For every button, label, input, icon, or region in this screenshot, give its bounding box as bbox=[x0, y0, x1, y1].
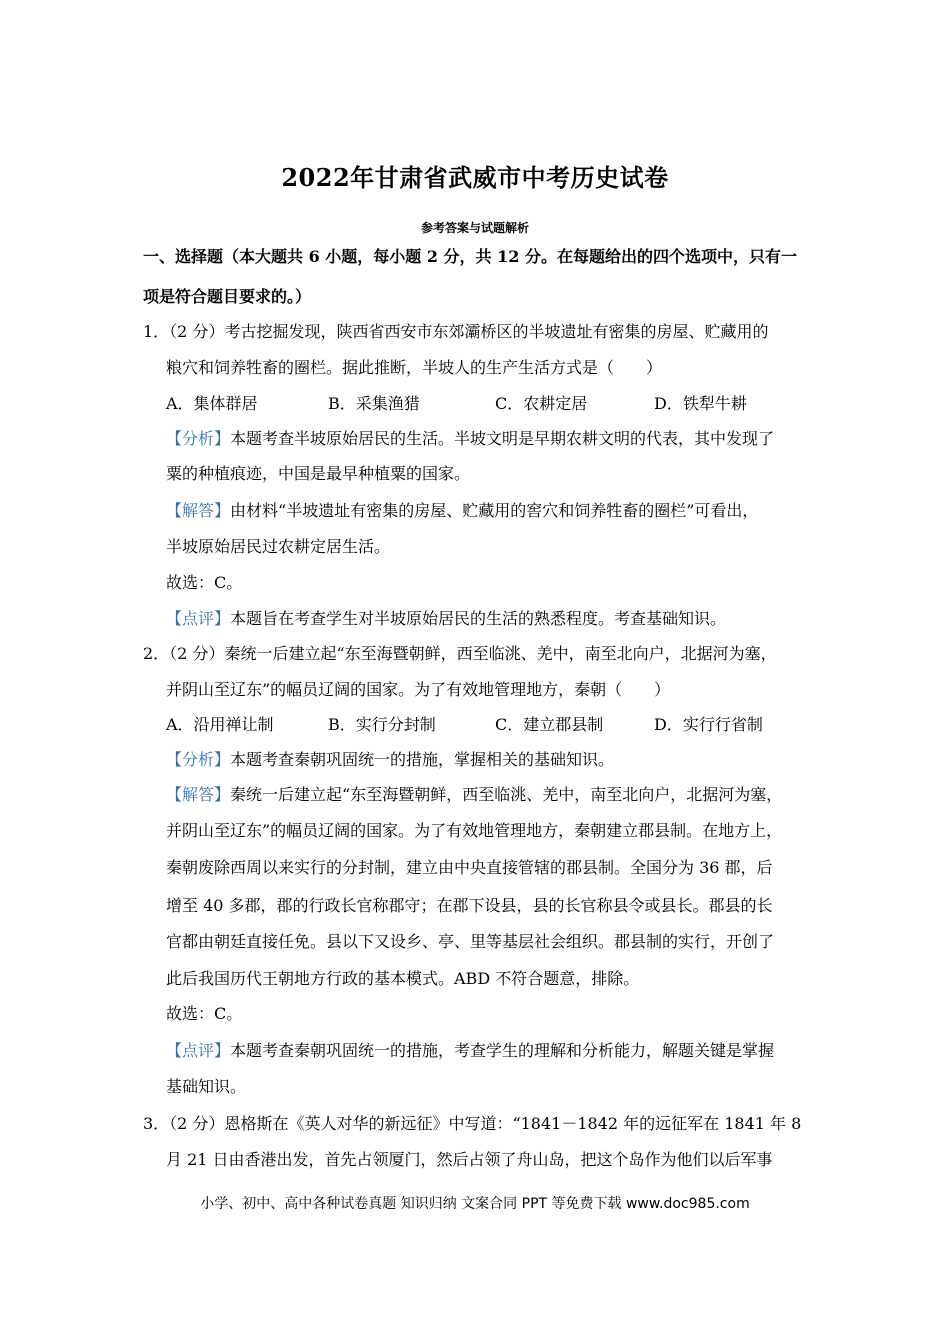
q1-comment-line1 bbox=[166, 609, 726, 629]
q3-stem-line1: 3．（2 分）恩格斯在《英人对华的新远征》中写道：“1841－1842 年的远征军在 1841 年 8 bbox=[143, 1114, 802, 1133]
q2-option-c: C．建立郡县制 bbox=[495, 715, 604, 734]
q2-answer-text: 秦统一后建立起“东至海暨朝鲜，西至临洮、羌中，南至北向户，北据河为塞， bbox=[230, 785, 783, 804]
q1-comment-text: 本题旨在考查学生对半坡原始居民的生活的熟悉程度。考查基础知识。 bbox=[230, 609, 727, 628]
q3-stem-line2: 月 21 日由香港出发，首先占领厦门，然后占领了舟山岛，把这个岛作为他们以后军事 bbox=[166, 1150, 773, 1169]
q1-option-d: D．铁犁牛耕 bbox=[654, 394, 747, 413]
q1-answer-tag: 【解答】 bbox=[166, 501, 231, 520]
q1-stem-line2: 粮穴和饲养牲畜的圈栏。据此推断，半坡人的生产生活方式是（ ） bbox=[166, 358, 663, 377]
q1-option-a: A．集体群居 bbox=[166, 394, 258, 413]
q2-choice: 故选：C。 bbox=[166, 1004, 243, 1023]
q2-answer-line1 bbox=[166, 785, 782, 805]
q1-analysis-text: 本题考查半坡原始居民的生活。半坡文明是早期农耕文明的代表，其中发现了 bbox=[230, 429, 775, 448]
q2-option-a: A．沿用禅让制 bbox=[166, 715, 274, 734]
document-subtitle: 参考答案与试题解析 bbox=[420, 221, 529, 235]
q1-analysis-line1 bbox=[166, 429, 774, 449]
q2-comment-line2: 基础知识。 bbox=[166, 1077, 247, 1096]
q2-option-b: B．实行分封制 bbox=[328, 715, 436, 734]
q1-comment-tag: 【点评】 bbox=[166, 609, 231, 628]
q2-stem-line2: 并阴山至辽东”的幅员辽阔的国家。为了有效地管理地方，秦朝（ ） bbox=[166, 680, 671, 699]
q1-answer-line2: 半坡原始居民过农耕定居生活。 bbox=[166, 537, 391, 556]
q2-answer-line3: 秦朝废除西周以来实行的分封制，建立由中央直接管辖的郡县制。全国分为 36 郡，后 bbox=[166, 858, 773, 877]
q2-answer-line4: 增至 40 多郡，郡的行政长官称郡守；在郡下设县，县的长官称县令或县长。郡县的长 bbox=[166, 896, 773, 915]
q2-answer-line5: 官都由朝廷直接任免。县以下又设乡、亭、里等基层社会组织。郡县制的实行，开创了 bbox=[166, 932, 775, 951]
q2-analysis-tag: 【分析】 bbox=[166, 750, 231, 769]
page-footer: 小学、初中、高中各种试卷真题 知识归纳 文案合同 PPT 等免费下载 www.doc985.com bbox=[200, 1196, 750, 1212]
section-heading-line1: 一、选择题（本大题共 6 小题，每小题 2 分，共 12 分。在每题给出的四个选项中，只有一 bbox=[143, 247, 797, 266]
q2-analysis-text: 本题考查秦朝巩固统一的措施，掌握相关的基础知识。 bbox=[230, 750, 615, 769]
q1-choice: 故选：C。 bbox=[166, 573, 243, 592]
q2-answer-line6: 此后我国历代王朝地方行政的基本模式。ABD 不符合题意，排除。 bbox=[166, 969, 640, 988]
q1-option-b: B．采集渔猎 bbox=[328, 394, 420, 413]
q1-option-c: C．农耕定居 bbox=[495, 394, 588, 413]
q1-answer-line1 bbox=[166, 501, 758, 521]
q2-answer-line2: 并阴山至辽东”的幅员辽阔的国家。为了有效地管理地方，秦朝建立郡县制。在地方上， bbox=[166, 821, 783, 840]
q1-answer-text: 由材料“半坡遗址有密集的房屋、贮藏用的窖穴和饲养牲畜的圈栏”可看出， bbox=[230, 501, 759, 520]
q2-analysis-line1 bbox=[166, 750, 614, 770]
q1-analysis-line2: 粟的种植痕迹，中国是最早种植粟的国家。 bbox=[166, 464, 471, 483]
q1-analysis-tag: 【分析】 bbox=[166, 429, 231, 448]
q2-comment-text: 本题考查秦朝巩固统一的措施，考查学生的理解和分析能力，解题关键是掌握 bbox=[230, 1041, 775, 1060]
q2-answer-tag: 【解答】 bbox=[166, 785, 231, 804]
q2-option-d: D．实行行省制 bbox=[654, 715, 763, 734]
q2-stem-line1: 2．（2 分）秦统一后建立起“东至海暨朝鲜，西至临洮、羌中，南至北向户，北据河为塞， bbox=[143, 644, 777, 663]
section-heading-line2: 项是符合题目要求的。） bbox=[143, 287, 312, 306]
q2-comment-line1 bbox=[166, 1041, 774, 1061]
document-title: 2022年甘肃省武威市中考历史试卷 bbox=[281, 163, 669, 192]
q2-comment-tag: 【点评】 bbox=[166, 1041, 231, 1060]
q1-stem-line1: 1．（2 分）考古挖掘发现，陕西省西安市东郊灞桥区的半坡遗址有密集的房屋、贮藏用的 bbox=[143, 322, 769, 341]
